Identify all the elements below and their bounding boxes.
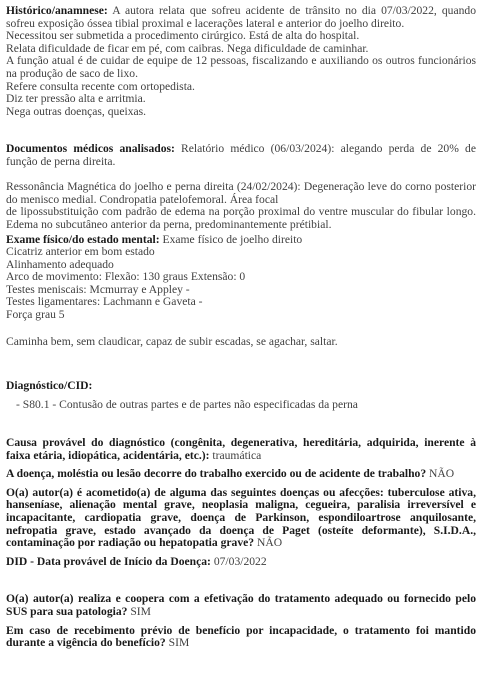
diagnostico-heading: Diagnóstico/CID: [6,378,93,392]
historico-line: Refere consulta recente com ortopedista. [6,79,195,93]
documentos-label: Documentos médicos analisados: [6,142,175,156]
exame-line: Arco de movimento: Flexão: 130 graus Extensão: 0 [6,270,246,284]
afeccoes-label: O(a) autor(a) é acometido(a) de alguma das seguintes doenças ou afecções: tuberculose ativa, hanseníase, alienação mental grave, neoplasia maligna, cegueira, paralisia irreversível e incapacitante, cardiopatia grave, doença de Parkinson, espondiloartrose anquilosante, nefropatia grave, estado avançado da doença de Paget (osteíte deformante), S.I.D.A., contaminação por radiação ou hepatopatia grave? [6,485,476,550]
did-paragraph [6,556,476,569]
historico-paragraph [6,5,476,30]
documentos-paragraph [6,143,476,168]
causa-value: traumática [209,448,262,462]
beneficio-label: Em caso de recebimento prévio de benefício por incapacidade, o tratamento foi mantido durante a vigência do benefício? [6,623,476,650]
trabalho-label: A doença, moléstia ou lesão decorre do trabalho exercido ou de acidente de trabalho? [6,467,427,481]
trabalho-value: NÃO [426,467,455,481]
did-value: 07/03/2022 [210,554,267,568]
beneficio-paragraph [6,625,476,650]
exame-caminha: Caminha bem, sem claudicar, capaz de subir escadas, se agachar, saltar. [6,335,338,349]
exame-line: Alinhamento adequado [6,257,114,271]
exame-label: Exame físico/do estado mental: [6,232,160,246]
historico-label: Histórico/anamnese: [6,4,108,17]
tratamento-paragraph [6,593,476,618]
afeccoes-value: NÃO [254,536,283,550]
afeccoes-paragraph [6,487,476,550]
documentos-text: Relatório médico (06/03/2024): alegando perda de 20% de função de perna direita. [6,142,476,168]
historico-line: Necessitou ser submetida a procedimento cirúrgico. Está de alta do hospital. [6,29,360,43]
diagnostico-item: - S80.1 - Contusão de outras partes e de partes não especificadas da perna [16,398,358,412]
exame-text: Exame físico de joelho direito [159,232,303,246]
historico-text: A autora relata que sofreu acidente de trânsito no dia 07/03/2022, quando sofreu exposição óssea tibial proximal e lacerações lateral e anterior do joelho direito. [6,4,476,30]
historico-line: Diz ter pressão alta e arritmia. [6,92,146,106]
documentos-ressonancia: Ressonância Magnética do joelho e perna direita (24/02/2024): Degeneração leve do corno posterior do menisco medial. Condropatia patelofemoral. Área focal [6,180,476,206]
exame-line: Testes meniscais: Mcmurray e Appley - [6,282,190,296]
report-page [6,0,476,650]
beneficio-value: SIM [165,636,190,650]
trabalho-paragraph [6,468,476,481]
tratamento-value: SIM [127,604,151,618]
exame-line: Testes ligamentares: Lachmann e Gaveta - [6,295,203,309]
diagnostico-label [6,380,476,393]
did-label: DID - Data provável de Início da Doença: [6,554,211,568]
exame-line: Força grau 5 [6,308,65,322]
historico-line: Nega outras doenças, queixas. [6,104,147,118]
causa-paragraph [6,437,476,462]
documentos-ressonancia-cont: de lipossubstituição com padrão de edema na porção proximal do ventre muscular do fibular longo. Edema no subcutâneo anterior da perna, predominantemente prétibial. [6,205,476,231]
causa-label: Causa provável do diagnóstico (congênita, degenerativa, hereditária, adquirida, inerente à faixa etária, idiopática, acidentária, etc.): [6,436,476,462]
tratamento-label: O(a) autor(a) realiza e coopera com a efetivação do tratamento adequado ou fornecido pelo SUS para sua patologia? [6,592,476,618]
historico-line: A função atual é de cuidar de equipe de 12 pessoas, fiscalizando e auxiliando os outros funcionários na produção de saco de lixo. [6,54,476,80]
exame-line: Cicatriz anterior em bom estado [6,245,155,259]
historico-line: Relata dificuldade de ficar em pé, com caibras. Nega dificuldade de caminhar. [6,41,369,55]
